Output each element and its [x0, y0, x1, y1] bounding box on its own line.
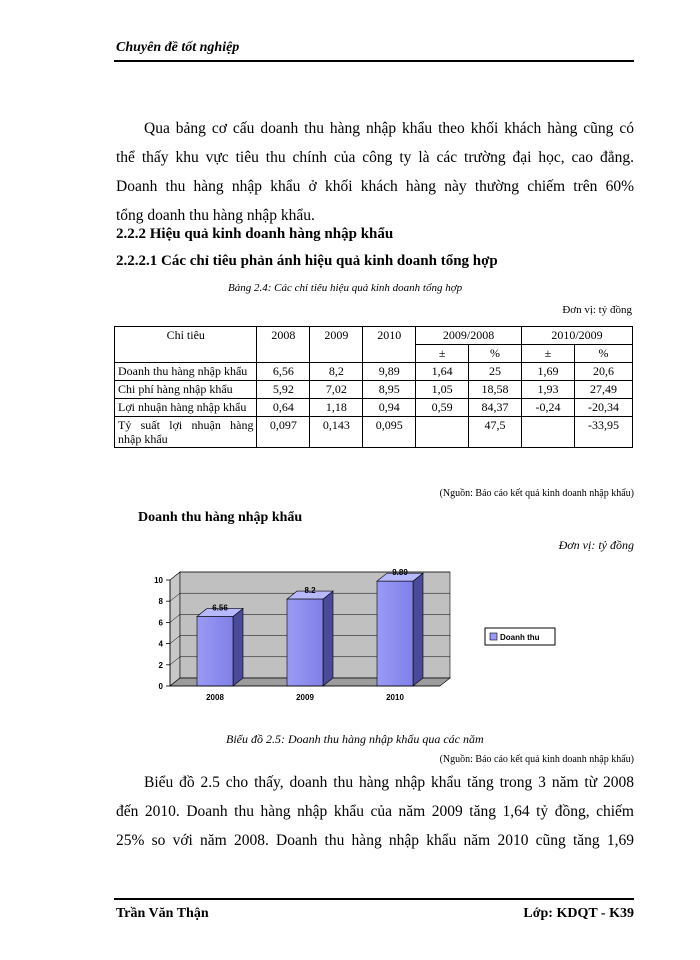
bar [287, 599, 323, 686]
bar-data-label: 6.56 [212, 603, 228, 613]
paragraph-line: Biểu đồ 2.5 cho thấy, doanh thu hàng nhập khẩu tăng trong 3 năm từ 2008 [144, 774, 634, 791]
cell-2010: 0,94 [363, 399, 416, 417]
cell-pct-1: 18,58 [469, 381, 522, 399]
row-label: Tỷ suất lợi nhuận hàng nhập khẩu [115, 417, 257, 448]
table-row [115, 363, 633, 381]
table-row [115, 417, 633, 448]
cell-pct-1: 47,5 [469, 417, 522, 448]
bar [377, 581, 413, 686]
header-plusminus: ± [522, 345, 575, 363]
cell-pct-2: 27,49 [574, 381, 632, 399]
footer-author: Trần Văn Thận [116, 906, 209, 921]
cell-2009: 7,02 [310, 381, 363, 399]
bar-data-label: 8.2 [304, 586, 316, 596]
paragraph-line: Doanh thu hàng nhập khẩu ở khối khách hàng này thường chiếm trên 60% [116, 178, 634, 195]
revenue-bar-chart [140, 560, 580, 710]
chart-source: (Nguồn: Báo cáo kết quả kinh doanh nhập khẩu) [439, 754, 634, 765]
cell-diff-2: 1,69 [522, 363, 575, 381]
header-percent: % [574, 345, 632, 363]
table-row [115, 399, 633, 417]
section-heading: 2.2.2 Hiệu quả kinh doanh hàng nhập khẩu [116, 226, 394, 242]
y-tick-label: 6 [158, 618, 163, 628]
y-tick-label: 10 [154, 576, 163, 585]
header-plusminus: ± [416, 345, 469, 363]
paragraph-line: 25% so với năm 2008. Doanh thu hàng nhập khẩu năm 2010 cũng tăng 1,69 [116, 832, 634, 849]
indicator-table [114, 326, 633, 448]
cell-2009: 8,2 [310, 363, 363, 381]
cell-2008: 0,64 [257, 399, 310, 417]
table-unit: Đơn vị: tỷ đồng [562, 304, 632, 316]
table-source: (Nguồn: Báo cáo kết quả kinh doanh nhập khẩu) [439, 488, 634, 499]
paragraph-line: đến 2010. Doanh thu hàng nhập khẩu của năm 2009 tăng 1,64 tỷ đồng, chiếm [116, 803, 634, 820]
chart-unit: Đơn vị: tỷ đồng [558, 538, 634, 552]
header-2008: 2008 [257, 327, 310, 363]
y-tick-label: 8 [158, 597, 163, 607]
header-indicator: Chỉ tiêu [115, 327, 257, 363]
footer-class: Lớp: KDQT - K39 [523, 906, 634, 921]
legend-swatch [490, 633, 497, 640]
bar [197, 616, 233, 686]
cell-2008: 5,92 [257, 381, 310, 399]
y-tick-label: 4 [158, 639, 163, 649]
cell-pct-2: 20,6 [574, 363, 632, 381]
cell-diff-2: 1,93 [522, 381, 575, 399]
chart-legend [485, 628, 555, 645]
cell-2008: 6,56 [257, 363, 310, 381]
cell-2009: 0,143 [310, 417, 363, 448]
row-label: Lợi nhuận hàng nhập khẩu [115, 399, 257, 417]
cell-2010: 8,95 [363, 381, 416, 399]
y-tick-label: 2 [158, 660, 163, 670]
footer-rule [114, 898, 634, 900]
chart-caption: Biểu đồ 2.5: Doanh thu hàng nhập khẩu qua các năm [226, 732, 484, 746]
paragraph-line: thể thấy khu vực tiêu thu chính của công ty là các trường đại học, cao đẳng. [116, 149, 634, 166]
cell-pct-2: -33,95 [574, 417, 632, 448]
cell-2008: 0,097 [257, 417, 310, 448]
cell-diff-2 [522, 417, 575, 448]
y-tick-label: 0 [158, 682, 163, 691]
bar-data-label: 9.89 [392, 568, 408, 578]
header-rule [114, 60, 634, 62]
bar-side [233, 608, 243, 686]
bar-side [413, 573, 423, 686]
header-2010-2009: 2010/2009 [522, 327, 633, 345]
outro-paragraph [116, 768, 634, 855]
cell-diff-1: 0,59 [416, 399, 469, 417]
intro-paragraph [116, 114, 634, 230]
x-category-label: 2010 [386, 693, 404, 702]
cell-diff-1: 1,05 [416, 381, 469, 399]
table-header-row [115, 327, 633, 345]
header-2009: 2009 [310, 327, 363, 363]
cell-diff-1: 1,64 [416, 363, 469, 381]
cell-pct-2: -20,34 [574, 399, 632, 417]
x-category-label: 2008 [206, 693, 224, 702]
subsection-heading: 2.2.2.1 Các chỉ tiêu phản ánh hiệu quả kinh doanh tổng hợp [116, 253, 498, 269]
table-caption: Bảng 2.4: Các chỉ tiêu hiệu quả kinh doanh tổng hợp [228, 282, 463, 294]
cell-2010: 9,89 [363, 363, 416, 381]
cell-2010: 0,095 [363, 417, 416, 448]
cell-pct-1: 84,37 [469, 399, 522, 417]
cell-pct-1: 25 [469, 363, 522, 381]
cell-2009: 1,18 [310, 399, 363, 417]
row-label: Doanh thu hàng nhập khẩu [115, 363, 257, 381]
chart-heading: Doanh thu hàng nhập khẩu [138, 510, 303, 525]
x-category-label: 2009 [296, 693, 314, 702]
cell-diff-2: -0,24 [522, 399, 575, 417]
header-2009-2008: 2009/2008 [416, 327, 522, 345]
header-2010: 2010 [363, 327, 416, 363]
header-percent: % [469, 345, 522, 363]
paragraph-line: Qua bảng cơ cấu doanh thu hàng nhập khẩu theo khối khách hàng cũng có [144, 120, 634, 137]
table-row [115, 381, 633, 399]
row-label: Chi phí hàng nhập khẩu [115, 381, 257, 399]
cell-diff-1 [416, 417, 469, 448]
legend-label: Doanh thu [500, 633, 540, 642]
paragraph-line: tổng doanh thu hàng nhập khẩu. [116, 207, 315, 224]
bar-side [323, 591, 333, 686]
page-header-title: Chuyên đề tốt nghiệp [116, 40, 240, 55]
chart-side-wall [170, 572, 180, 686]
